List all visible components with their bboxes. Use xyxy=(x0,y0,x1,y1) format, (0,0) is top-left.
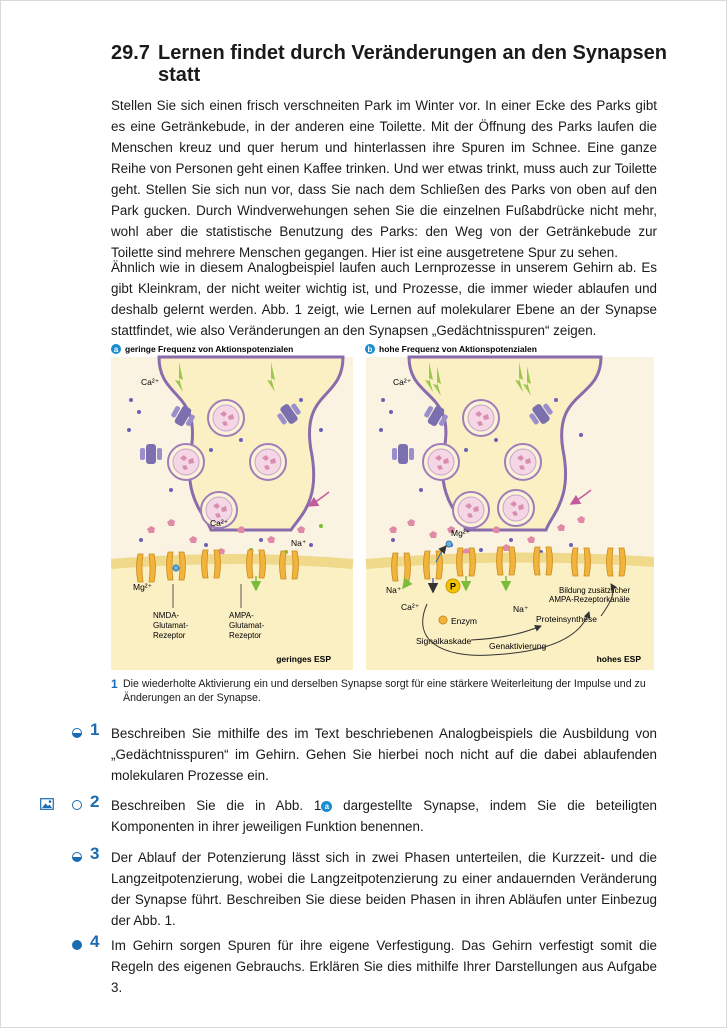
magnesium-label: Mg²⁺ xyxy=(133,582,153,592)
panel-b xyxy=(365,344,654,670)
vesicle xyxy=(463,400,499,436)
intro-paragraph: Stellen Sie sich einen frisch verschneiten Park im Winter vor. In einer Ecke des Parks gibt es eine Getränkebude, in der anderen eine Toilette. Mit der Öffnung des Parks laufen die Menschen kreuz und quer herum und hinterlassen ihre Spuren im Schnee. Eine ganze Reihe von Personen geht einen Kaffee trinken. Und wer etwas trinkt, muss auch zur Toilette geht. Stellen Sie sich nun vor, dass Sie nach dem Schließen des Parks von oben auf den Park gucken. Durch Windverwehungen sehen Sie die einzelnen Fußabdrücke nicht mehr, wohl aber die statistische Benutzung des Parks: den Weg von der Getränkebude zur Toilette sind mehrere Menschen gegangen. Hier ist eine ausgetretene Spur zu sehen. xyxy=(111,98,657,260)
synapse-diagram xyxy=(111,340,654,670)
ampa-label-2: Glutamat- xyxy=(229,621,265,630)
difficulty-half-icon xyxy=(72,728,82,738)
calcium-label-low: Ca²⁺ xyxy=(401,602,420,612)
phosphate-label: P xyxy=(449,581,457,592)
analogy-paragraph: Ähnlich wie in diesem Analogbeispiel laufen auch Lernprozesse in unserem Gehirn ab. Es gibt Kleinkram, der nicht weiter wichtig ist, und Prozesse, die immer wieder ablaufen und deshalb gelernt werden. Abb. 1 zeigt, wie Lernen auf molekularer Ebene an der Synapse stattfindet, wie also Veränderungen an den Synapsen „Gedächtnisspuren“ zeigen. xyxy=(111,260,657,338)
task-number: 2 xyxy=(90,792,100,811)
figure-caption xyxy=(111,677,657,705)
gene-activation-label: Genaktivierung xyxy=(489,641,547,651)
section-title: Lernen findet durch Veränderungen an den Synapsen statt xyxy=(158,42,667,86)
panel-b-badge-label: b xyxy=(367,345,373,354)
figure-badge-a: a xyxy=(321,801,332,812)
ampa-label-1: AMPA- xyxy=(229,611,254,620)
protein-synthesis-label: Proteinsynthese xyxy=(536,614,597,624)
panel-b-esp: hohes ESP xyxy=(596,654,641,664)
magnesium-block xyxy=(173,565,179,571)
caption-text: Die wiederholte Aktivierung ein und derselben Synapse sorgt für eine stärkere Weiterleitung der Impulse und zu Änderungen an der Synapse. xyxy=(123,678,646,704)
vesicle xyxy=(505,444,541,480)
sodium-label: Na⁺ xyxy=(291,538,307,548)
vesicle-fusing xyxy=(453,492,489,528)
enzyme-icon xyxy=(439,616,447,624)
difficulty-full-icon xyxy=(72,940,82,950)
task-text: Beschreiben Sie mithilfe des im Text beschriebenen Analogbeispiels die Ausbildung von „Gedächtnisspuren“ im Gehirn. Gehen Sie hierbei noch nicht auf die dabei ablaufenden molekularen Prozesse ein. xyxy=(111,726,657,783)
panel-a-badge-label: a xyxy=(113,345,119,354)
panel-b-title: hohe Frequenz von Aktionspotenzialen xyxy=(379,344,537,354)
nmda-label-3: Rezeptor xyxy=(153,631,186,640)
panel-a xyxy=(111,344,353,670)
task-text: Der Ablauf der Potenzierung lässt sich in zwei Phasen unterteilen, die Kurzzeit- und die Langzeitpotenzierung, wobei die Langzeitpotenzierung zu einer andauernden Veränderung der Synapse führt. Beschreiben Sie diese beiden Phasen in ihren Abläufen unter Einbezug der Abb. 1. xyxy=(111,850,657,928)
calcium-label-cleft: Ca²⁺ xyxy=(210,518,229,528)
difficulty-easy-icon xyxy=(72,800,82,810)
sodium-label-left: Na⁺ xyxy=(386,585,402,595)
nmda-label-1: NMDA- xyxy=(153,611,180,620)
vesicle xyxy=(250,444,286,480)
caption-number: 1 xyxy=(111,677,118,691)
signal-cascade-label: Signalkaskade xyxy=(416,636,472,646)
difficulty-half-icon xyxy=(72,852,82,862)
magnesium-ion xyxy=(446,541,452,547)
bildung-label-2: AMPA-Rezeptorkanäle xyxy=(549,595,630,604)
image-icon xyxy=(40,798,54,810)
nmda-label-2: Glutamat- xyxy=(153,621,189,630)
task-text-after: dargestellte Synapse, indem Sie die beteiligten Komponenten in ihrer jeweiligen Funktion benennen. xyxy=(111,798,657,834)
vesicle xyxy=(168,444,204,480)
vesicle xyxy=(423,444,459,480)
task-number: 4 xyxy=(90,932,100,951)
sodium-label-right: Na⁺ xyxy=(513,604,529,614)
ampa-label-3: Rezeptor xyxy=(229,631,262,640)
postsynaptic-membrane xyxy=(111,559,353,564)
enzyme-label: Enzym xyxy=(451,616,477,626)
task-text: Im Gehirn sorgen Spuren für ihre eigene Verfestigung. Das Gehirn verfestigt somit die Regeln des eigenen Gebrauchs. Erklären Sie dies mithilfe Ihrer Darstellungen aus Aufgabe 3. xyxy=(111,938,657,995)
panel-a-title: geringe Frequenz von Aktionspotenzialen xyxy=(125,344,294,354)
task-number: 1 xyxy=(90,720,100,739)
task-number: 3 xyxy=(90,844,100,863)
task-text-before: Beschreiben Sie die in Abb. 1 xyxy=(111,798,322,813)
panel-a-esp: geringes ESP xyxy=(276,654,331,664)
vesicle xyxy=(208,400,244,436)
calcium-label-top-b: Ca²⁺ xyxy=(393,377,412,387)
section-number: 29.7 xyxy=(111,42,150,64)
task-text xyxy=(111,795,657,837)
synapse-figure xyxy=(111,340,654,670)
calcium-label-top: Ca²⁺ xyxy=(141,377,160,387)
vesicle-fusing xyxy=(498,490,534,526)
bildung-label-1: Bildung zusätzlicher xyxy=(559,586,631,595)
magnesium-label-b: Mg²⁺ xyxy=(451,528,471,538)
